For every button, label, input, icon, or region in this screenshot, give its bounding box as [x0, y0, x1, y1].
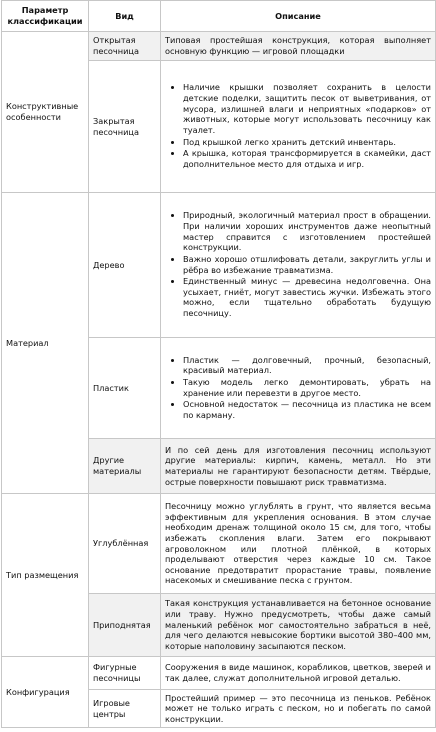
table-row	[2, 494, 436, 594]
type-cell: Фигурные песочницы	[89, 657, 161, 690]
param-cell: Конфигурация	[2, 657, 89, 728]
type-cell: Углублённая	[89, 494, 161, 594]
bullet-item: • Пластик — долговечный, прочный, безопасный, красивый материал.	[183, 355, 431, 376]
header-description: Описание	[161, 1, 436, 32]
bullet-list	[165, 82, 431, 169]
type-cell: Открытая песочница	[89, 32, 161, 61]
table-row	[2, 193, 436, 338]
description-cell: И по сей день для изготовления песочниц используют другие материалы: кирпич, камень, металл. Но эти материалы не гарантируют безопасности детям. Твёрдые, острые поверхности повышают риск травматизма.	[161, 439, 436, 494]
bullet-item: • Под крышкой легко хранить детский инвентарь.	[183, 137, 431, 148]
bullet-item: • Единственный минус — древесина недолговечна. Она усыхает, гниёт, могут завестись жучки. Избежать этого можно, если тщательно обработать будущую песочницу.	[183, 276, 431, 319]
bullet-item: • Основной недостаток — песочница из пластика не всем по карману.	[183, 399, 431, 420]
type-cell: Дерево	[89, 193, 161, 338]
table-row	[2, 32, 436, 61]
bullet-item: • Важно хорошо отшлифовать детали, закруглить углы и рёбра во избежание травматизма.	[183, 254, 431, 275]
classification-table	[1, 0, 436, 728]
bullet-item: • А крышка, которая трансформируется в скамейки, даст дополнительное место для отдыха и игр.	[183, 148, 431, 169]
bullet-list	[165, 210, 431, 319]
param-cell: Тип размещения	[2, 494, 89, 657]
bullet-item: • Природный, экологичный материал прост в обращении. При наличии хороших инструментов даже неопытный мастер справится с изготовлением простейшей конструкции.	[183, 210, 431, 253]
header-type: Вид	[89, 1, 161, 32]
description-cell: Простейший пример — это песочница из пеньков. Ребёнок может не только играть с песком, но и побегать по самой конструкции.	[161, 690, 436, 728]
type-cell: Пластик	[89, 338, 161, 439]
description-cell: Сооружения в виде машинок, корабликов, цветков, зверей и так далее, служат дополнительной игровой деталью.	[161, 657, 436, 690]
type-cell: Игровые центры	[89, 690, 161, 728]
bullet-item: • Наличие крышки позволяет сохранить в целости детские поделки, защитить песок от выветривания, от мусора, излишней влаги и неприятных «подарков» от животных, которые могут использовать песочницу как туалет.	[183, 82, 431, 135]
type-cell: Приподнятая	[89, 594, 161, 657]
table-header-row	[2, 1, 436, 32]
description-cell: Типовая простейшая конструкция, которая выполняет основную функцию — игровой площадки	[161, 32, 436, 61]
table-row	[2, 657, 436, 690]
param-cell: Материал	[2, 193, 89, 494]
header-parameter: Параметр классификации	[2, 1, 89, 32]
type-cell: Другие материалы	[89, 439, 161, 494]
description-cell	[161, 193, 436, 338]
description-cell: Такая конструкция устанавливается на бетонное основание или траву. Нужно предусмотреть, чтобы даже самый маленький ребёнок мог самостоятельно забраться в неё, для чего делаются невысокие бортики высотой 380–400 мм, которые наполовину засыпаются песком.	[161, 594, 436, 657]
param-cell: Конструктивные особенности	[2, 32, 89, 193]
description-cell	[161, 338, 436, 439]
bullet-item: • Такую модель легко демонтировать, убрать на хранение или перевезти в другое место.	[183, 377, 431, 398]
description-cell	[161, 61, 436, 193]
bullet-list	[165, 355, 431, 421]
type-cell: Закрытая песочница	[89, 61, 161, 193]
description-cell: Песочницу можно углублять в грунт, что является весьма эффективным для укрепления основания. В этом случае необходим дренаж толщиной около 15 см, для того, чтобы избежать скопления влаги. Затем его покрывают агроволокном или плотной плёнкой, в которых проделывают отверстия через каждые 10 см. Такое основание предотвратит прорастание травы, появление насекомых и смешивание песка с грунтом.	[161, 494, 436, 594]
